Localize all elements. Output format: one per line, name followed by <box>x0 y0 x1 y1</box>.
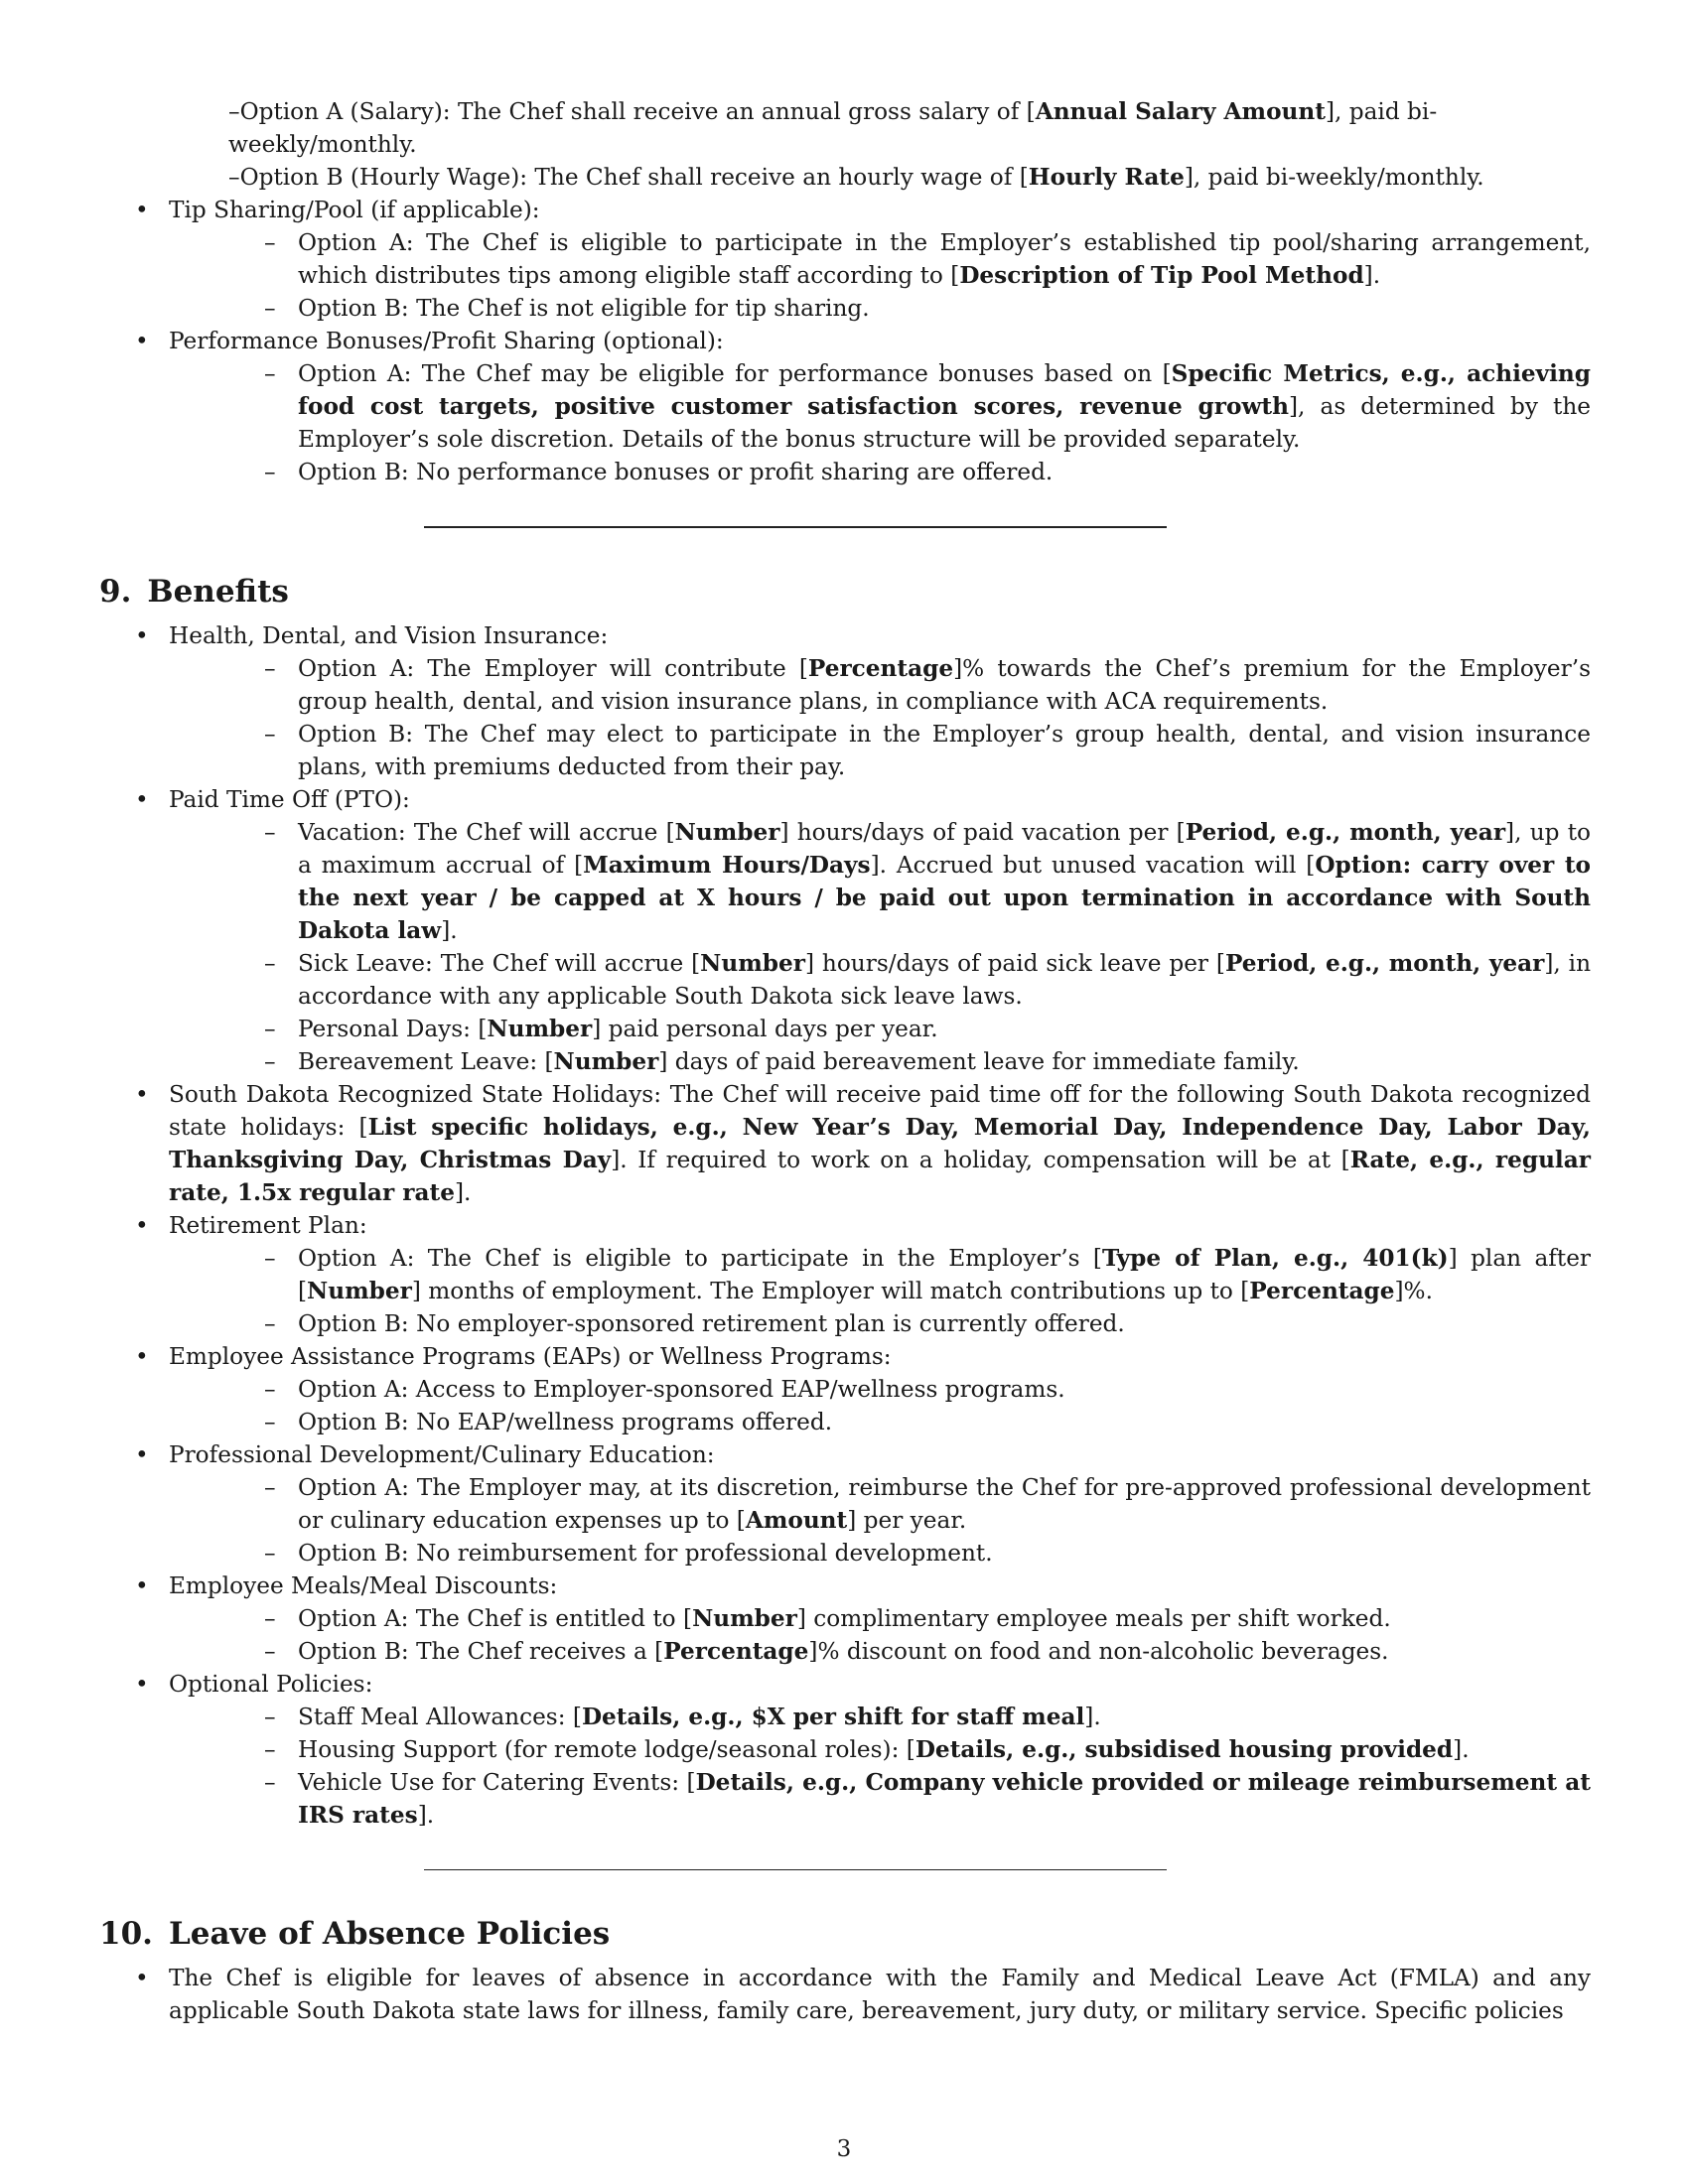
option-text: Vehicle Use for Catering Events: [ <box>298 1769 696 1796</box>
benefits-list <box>99 619 1591 1832</box>
option-text: Sick Leave: The Chef will accrue [ <box>298 950 701 977</box>
placeholder-field: Rate, e.g., regular rate, 1.5x regular rate <box>169 1147 1591 1206</box>
placeholder-field: Percentage <box>807 655 954 682</box>
compensation-options-list <box>99 95 1591 194</box>
section-title: Leave of Absence Policies <box>168 1916 611 1952</box>
pto-item <box>99 783 1591 1078</box>
list-item <box>169 1537 1591 1570</box>
optional-policies-item <box>99 1668 1591 1832</box>
fmla-item <box>99 1962 1591 2027</box>
hourly-option <box>99 161 1591 194</box>
option-text: Option A: The Chef may be eligible for performance bonuses based on [ <box>298 360 1172 387</box>
list-item <box>169 357 1591 456</box>
section-title: Benefits <box>147 574 289 610</box>
option-text: Option A: The Chef is entitled to [ <box>298 1605 693 1632</box>
list-item <box>169 1242 1591 1307</box>
section-heading-leave <box>99 1914 1591 1954</box>
placeholder-field: Specific Metrics, e.g., achieving food cost targets, positive customer satisfaction scores, revenue growth <box>298 360 1591 420</box>
item-label: Optional Policies: <box>169 1671 373 1698</box>
option-text: Staff Meal Allowances: [ <box>298 1704 582 1730</box>
vacation-item <box>169 816 1591 947</box>
option-text: Vacation: The Chef will accrue [ <box>298 819 675 846</box>
option-text: ], paid bi-weekly/monthly. <box>228 98 1438 158</box>
option-text: ] complimentary employee meals per shift worked. <box>796 1605 1391 1632</box>
section-divider <box>424 1869 1167 1870</box>
placeholder-field: Number <box>553 1048 659 1075</box>
option-text: South Dakota Recognized State Holidays: The Chef will receive paid time off for the following South Dakota recognized state holidays: [ <box>169 1081 1591 1141</box>
placeholder-field: Period, e.g., month, year <box>1185 819 1506 846</box>
page-number: 3 <box>836 2136 852 2162</box>
option-text: ] per year. <box>847 1507 967 1534</box>
compensation-bullets <box>99 194 1591 488</box>
option-text: ], up to a maximum accrual of [ <box>298 819 1591 879</box>
option-text: Housing Support (for remote lodge/seasonal roles): [ <box>298 1736 915 1763</box>
item-label: Employee Assistance Programs (EAPs) or Wellness Programs: <box>169 1343 892 1370</box>
item-label: Performance Bonuses/Profit Sharing (optional): <box>169 328 724 354</box>
option-text: ]. <box>441 917 458 944</box>
professional-development-item <box>99 1438 1591 1570</box>
option-text: ]% discount on food and non-alcoholic beverages. <box>808 1638 1389 1665</box>
leave-list <box>99 1962 1591 2027</box>
meals-item <box>99 1570 1591 1668</box>
sick-leave-item <box>169 947 1591 1013</box>
item-label: Tip Sharing/Pool (if applicable): <box>169 197 540 223</box>
option-text: Option A: Access to Employer-sponsored EAP/wellness programs. <box>298 1376 1065 1403</box>
placeholder-field: Period, e.g., month, year <box>1224 950 1545 977</box>
placeholder-field: Number <box>674 819 780 846</box>
option-text: ]. Accrued but unused vacation will [ <box>870 852 1316 879</box>
item-label: Retirement Plan: <box>169 1212 367 1239</box>
item-label: Professional Development/Culinary Education: <box>169 1441 715 1468</box>
placeholder-field: Hourly Rate <box>1028 164 1185 191</box>
option-text: ]% towards the Chef’s premium for the Employer’s group health, dental, and vision insurance plans, in compliance with ACA requirements. <box>298 655 1591 715</box>
option-text: Bereavement Leave: [ <box>298 1048 554 1075</box>
option-text: Option A (Salary): The Chef shall receive an annual gross salary of [ <box>239 98 1036 125</box>
holidays-item <box>99 1078 1591 1209</box>
list-item <box>169 1406 1591 1438</box>
placeholder-field: Type of Plan, e.g., 401(k) <box>1101 1245 1449 1272</box>
option-text: ] plan after [ <box>298 1245 1592 1304</box>
list-item <box>169 1373 1591 1406</box>
option-text: ] hours/days of paid vacation per [ <box>779 819 1186 846</box>
option-text: Option A: The Employer will contribute [ <box>298 655 808 682</box>
option-text: ] days of paid bereavement leave for immediate family. <box>658 1048 1300 1075</box>
option-text: ]. <box>1084 1704 1101 1730</box>
list-item <box>169 718 1591 783</box>
item-label: Employee Meals/Meal Discounts: <box>169 1572 558 1599</box>
placeholder-field: Percentage <box>1249 1278 1395 1304</box>
placeholder-field: List specific holidays, e.g., New Year’s Day, Memorial Day, Independence Day, Labor Day, Thanksgiving Day, Christmas Day <box>169 1114 1592 1173</box>
list-item <box>169 1701 1591 1733</box>
placeholder-field: Annual Salary Amount <box>1035 98 1326 125</box>
option-text: ] paid personal days per year. <box>592 1016 938 1042</box>
eap-item <box>99 1340 1591 1438</box>
option-text: Option B: No EAP/wellness programs offered. <box>298 1409 833 1435</box>
option-text: The Chef is eligible for leaves of absence in accordance with the Family and Medical Leave Act (FMLA) and any applicable South Dakota state laws for illness, family care, bereavement, jury duty, or military service. Specific policies <box>169 1965 1591 2024</box>
bereavement-item <box>169 1045 1591 1078</box>
option-text: Option A: The Chef is eligible to participate in the Employer’s established tip pool/sharing arrangement, which distributes tips among eligible staff according to [ <box>298 229 1591 289</box>
retirement-item <box>99 1209 1591 1340</box>
health-insurance-item <box>99 619 1591 783</box>
option-text: ], as determined by the Employer’s sole discretion. Details of the bonus structure will be provided separately. <box>298 393 1591 453</box>
option-text: ]. <box>417 1802 435 1829</box>
item-label: Health, Dental, and Vision Insurance: <box>169 622 609 649</box>
option-text: ] months of employment. The Employer will match contributions up to [ <box>411 1278 1250 1304</box>
placeholder-field: Number <box>692 1605 797 1632</box>
section-heading-benefits <box>99 572 1591 612</box>
option-text: ]. If required to work on a holiday, compensation will be at [ <box>611 1147 1350 1173</box>
option-text: ]%. <box>1394 1278 1433 1304</box>
list-item <box>169 652 1591 718</box>
list-item <box>169 1733 1591 1766</box>
option-text: Option B: No performance bonuses or profit sharing are offered. <box>298 459 1054 485</box>
placeholder-field: Details, e.g., Company vehicle provided or mileage reimbursement at IRS rates <box>298 1769 1591 1829</box>
salary-option <box>99 95 1591 161</box>
placeholder-field: Details, e.g., subsidised housing provided <box>914 1736 1454 1763</box>
placeholder-field: Option: carry over to the next year / be capped at X hours / be paid out upon termination in accordance with South Dakota law <box>298 852 1591 944</box>
placeholder-field: Number <box>307 1278 412 1304</box>
list-item <box>169 456 1591 488</box>
option-text: ], in accordance with any applicable South Dakota sick leave laws. <box>298 950 1592 1010</box>
list-item <box>169 1766 1591 1832</box>
placeholder-field: Percentage <box>663 1638 809 1665</box>
placeholder-field: Amount <box>745 1507 848 1534</box>
option-text: Option A: The Chef is eligible to participate in the Employer’s [ <box>298 1245 1102 1272</box>
placeholder-field: Details, e.g., $X per shift for staff meal <box>581 1704 1085 1730</box>
option-text: ]. <box>1363 262 1381 289</box>
option-text: ], paid bi-weekly/monthly. <box>1184 164 1484 191</box>
personal-days-item <box>169 1013 1591 1045</box>
option-text: Option B: The Chef is not eligible for tip sharing. <box>298 295 870 322</box>
placeholder-field: Number <box>487 1016 593 1042</box>
section-number: 9. <box>99 574 132 610</box>
option-text: ] hours/days of paid sick leave per [ <box>804 950 1225 977</box>
option-text: Option B: The Chef receives a [ <box>298 1638 664 1665</box>
option-text: Option B: The Chef may elect to participate in the Employer’s group health, dental, and vision insurance plans, with premiums deducted from their pay. <box>298 721 1591 780</box>
option-text: ]. <box>1453 1736 1470 1763</box>
list-item <box>169 1471 1591 1537</box>
section-number: 10. <box>99 1916 153 1952</box>
option-text: Personal Days: [ <box>298 1016 488 1042</box>
list-item <box>169 1602 1591 1635</box>
option-text: Option B: No reimbursement for professional development. <box>298 1540 993 1567</box>
option-text: Option B (Hourly Wage): The Chef shall receive an hourly wage of [ <box>239 164 1029 191</box>
option-text: Option A: The Employer may, at its discretion, reimburse the Chef for pre-approved professional development or culinary education expenses up to [ <box>298 1474 1591 1534</box>
list-item <box>169 292 1591 325</box>
list-item <box>169 1635 1591 1668</box>
document-page <box>99 95 1591 2027</box>
item-label: Paid Time Off (PTO): <box>169 786 410 813</box>
option-text: ]. <box>454 1179 472 1206</box>
section-divider <box>424 526 1167 528</box>
placeholder-field: Description of Tip Pool Method <box>959 262 1364 289</box>
option-text: Option B: No employer-sponsored retirement plan is currently offered. <box>298 1310 1125 1337</box>
list-item <box>169 1307 1591 1340</box>
list-item <box>169 226 1591 292</box>
placeholder-field: Number <box>700 950 805 977</box>
tip-sharing-item <box>99 194 1591 325</box>
bonus-item <box>99 325 1591 488</box>
placeholder-field: Maximum Hours/Days <box>583 852 871 879</box>
